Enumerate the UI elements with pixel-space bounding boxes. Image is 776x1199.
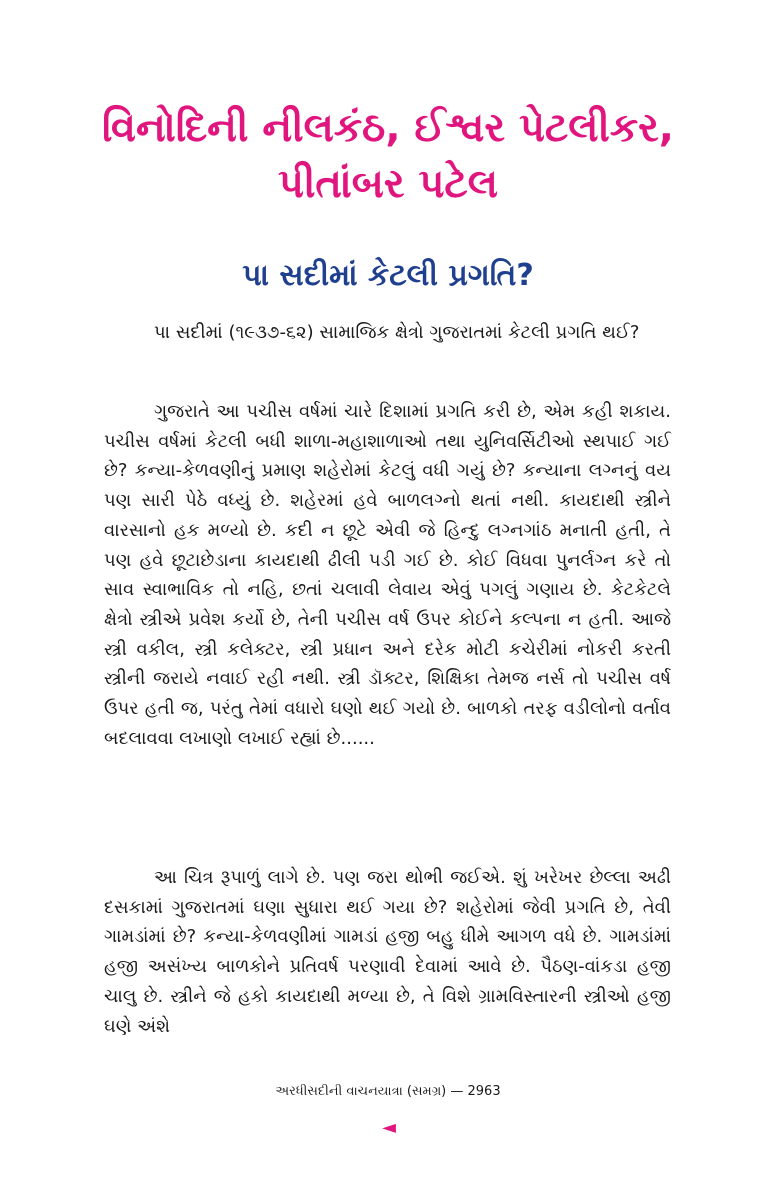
page-footer: અરધીસદીની વાચનયાત્રા (સમગ્ર) — 2963 (275, 1084, 501, 1099)
paragraph-3: આ ચિત્ર રૂપાળું લાગે છે. પણ જરા થોભી જઈએ. શું ખરેખર છેલ્લા અઢી દસકામાં ગુજરાતમાં ઘણા સુધારા થઈ ગયા છે? શહેરોમાં જેવી પ્રગતિ છે, તેવી ગામડાંમાં છે? કન્યા-કેળવણીમાં ગામડાં હજી બહુ ધીમે આગળ વધે છે. ગામડાંમાં હજી અસંખ્ય બાળકોને પ્રતિવર્ષ પરણાવી દેવામાં આવે છે. પૈઠણ-વાંકડા હજી ચાલુ છે. સ્ત્રીને જે હકો કાયદાથી મળ્યા છે, તે વિશે ગ્રામવિસ્તારની સ્ત્રીઓ હજી ઘણે અંશે (104, 867, 671, 1037)
chapter-title-line-1: વિનોદિની નીલકંઠ, ઈશ્વર પેટલીકર, (102, 105, 674, 151)
paragraph-1: પા સદીમાં (૧૯૩૭-૬૨) સામાજિક ક્ષેત્રો ગુજરાતમાં કેટલી પ્રગતિ થઈ? (154, 322, 640, 343)
paragraph-2: ગુજરાતે આ પચીસ વર્ષમાં ચારે દિશામાં પ્રગતિ કરી છે, એમ કહી શકાય. પચીસ વર્ષમાં કેટલી બધી શાળા-મહાશાળાઓ તથા યુનિવર્સિટીઓ સ્થપાઈ ગઈ છે? કન્યા-કેળવણીનું પ્રમાણ શહેરોમાં કેટલું વધી ગયું છે? કન્યાના લગ્નનું વય પણ સારી પેઠે વધ્યું છે. શહેરમાં હવે બાળલગ્નો થતાં નથી. કાયદાથી સ્ત્રીને વારસાનો હક મળ્યો છે. કદી ન છૂટે એવી જે હિન્દુ લગ્નગાંઠ મનાતી હતી, તે પણ હવે છૂટાછેડાના કાયદાથી ઢીલી પડી ગઈ છે. કોઈ વિધવા પુનર્લગ્ન કરે તો સાવ સ્વાભાવિક તો નહિ, છતાં ચલાવી લેવાય એવું પગલું ગણાય છે. કેટકેટલે ક્ષેત્રો સ્ત્રીએ પ્રવેશ કર્યો છે, તેની પચીસ વર્ષ ઉપર કોઈને કલ્પના ન હતી. આજે સ્ત્રી વકીલ, સ્ત્રી કલેક્ટર, સ્ત્રી પ્રધાન અને દરેક મોટી કચેરીમાં નોકરી કરતી સ્ત્રીની જરાયે નવાઈ રહી નથી. સ્ત્રી ડૉક્ટર, શિક્ષિકા તેમજ નર્સ તો પચીસ વર્ષ ઉપર હતી જ, પરંતુ તેમાં વધારો ઘણો થઈ ગયો છે. બાળકો તરફ વડીલોનો વર્તાવ બદલાવવા લખાણો લખાઈ રહ્યાં છે...... (104, 401, 671, 749)
previous-page-arrow-icon[interactable]: ◄ (382, 1117, 396, 1138)
section-title: પા સદીમાં કેટલી પ્રગતિ? (242, 258, 534, 293)
chapter-title-line-2: પીતાંબર પટેલ (278, 161, 498, 207)
